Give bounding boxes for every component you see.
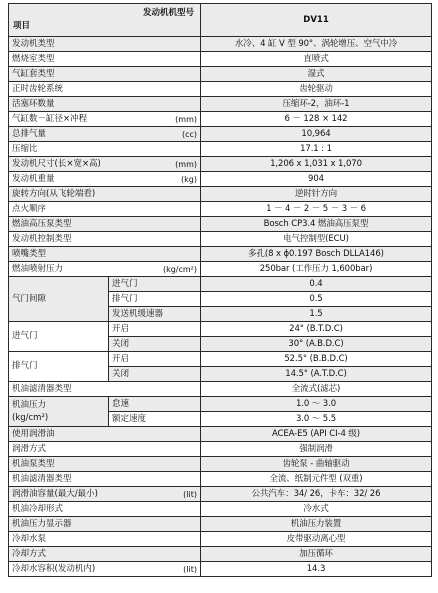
spec-value: ACEA-E5 (API CI-4 级)	[201, 427, 432, 442]
spec-label	[9, 112, 201, 127]
spec-label-text: 冷却方式	[12, 548, 47, 559]
exhaust_valve-value: 52.5° (B.B.D.C)	[201, 352, 432, 367]
spec-label-text: 点火顺序	[12, 203, 47, 214]
spec-value: 强制润滑	[201, 442, 432, 457]
valve_clearance-sub-label: 排气门	[109, 292, 201, 307]
table-row	[9, 37, 432, 52]
table-row	[9, 547, 432, 562]
spec-value: 6 － 128 × 142	[201, 112, 432, 127]
spec-label-text: 冷却水容积(发动机内)	[12, 563, 96, 574]
spec-label-text: 发动机尺寸(长×宽×高)	[12, 158, 101, 169]
exhaust_valve-sub-label: 关闭	[109, 367, 201, 382]
table-row	[9, 562, 432, 577]
table-row	[9, 67, 432, 82]
table-row	[9, 202, 432, 217]
spec-label	[9, 202, 201, 217]
spec-label-text: 发动机类型	[12, 38, 55, 49]
spec-label	[9, 127, 201, 142]
table-row	[9, 532, 432, 547]
spec-label	[9, 472, 201, 487]
spec-label	[9, 382, 201, 397]
table-row	[9, 187, 432, 202]
spec-label	[9, 247, 201, 262]
spec-value: 250bar (工作压力 1,600bar)	[201, 262, 432, 277]
oil_pressure-sub-label: 额定速度	[109, 412, 201, 427]
spec-label-text: 机油冷却形式	[12, 503, 64, 514]
spec-label	[9, 427, 201, 442]
spec-value: 电气控制型(ECU)	[201, 232, 432, 247]
spec-label-text: 总排气量	[12, 128, 47, 139]
spec-label	[9, 172, 201, 187]
spec-value: 逆时针方向	[201, 187, 432, 202]
spec-value: 压缩环-2，油环-1	[201, 97, 432, 112]
spec-unit: (kg)	[181, 174, 197, 184]
table-row	[9, 217, 432, 232]
table-row	[9, 247, 432, 262]
table-row	[9, 157, 432, 172]
spec-label-text: 旋转方向(从飞轮端看)	[12, 188, 96, 199]
spec-value: 湿式	[201, 67, 432, 82]
spec-label	[9, 547, 201, 562]
table-row	[9, 442, 432, 457]
group-label-line1: 机油压力	[12, 399, 47, 410]
group-label-text: 进气门	[12, 331, 38, 341]
table-row	[9, 142, 432, 157]
header-model-label: 发动机机型号	[142, 8, 194, 18]
spec-label-text: 使用润滑油	[12, 428, 55, 439]
table-row	[9, 427, 432, 442]
spec-label	[9, 502, 201, 517]
spec-label-text: 燃烧室类型	[12, 53, 55, 64]
spec-label-text: 活塞环数量	[12, 98, 55, 109]
oil_pressure-sub-label: 怠速	[109, 397, 201, 412]
spec-label-text: 气缸数－缸径×冲程	[12, 113, 88, 124]
table-row	[9, 397, 432, 412]
spec-label	[9, 457, 201, 472]
table-row	[9, 127, 432, 142]
spec-value: 17.1 : 1	[201, 142, 432, 157]
group-label-text: 气门间隙	[12, 293, 47, 304]
spec-label-text: 压缩比	[12, 143, 38, 154]
spec-label	[9, 487, 201, 502]
table-row	[9, 232, 432, 247]
spec-label-text: 发动机控制类型	[12, 233, 72, 244]
header-model-value: DV11	[201, 4, 432, 37]
spec-label-text: 气缸套类型	[12, 68, 55, 79]
spec-label	[9, 187, 201, 202]
spec-label	[9, 262, 201, 277]
intake_valve-value: 30° (A.B.D.C)	[201, 337, 432, 352]
spec-label-text: 机油滤清器类型	[12, 383, 72, 394]
spec-value: 齿轮驱动	[201, 82, 432, 97]
spec-label-text: 燃油高压泵类型	[12, 218, 72, 229]
spec-label	[9, 442, 201, 457]
oil_pressure-value: 1.0 ～ 3.0	[201, 397, 432, 412]
table-row	[9, 52, 432, 67]
spec-label-text: 机油泵类型	[12, 458, 55, 469]
spec-unit: (lit)	[183, 564, 197, 574]
spec-label-text: 燃油喷射压力	[12, 263, 64, 274]
table-row	[9, 487, 432, 502]
spec-label-text: 润滑方式	[12, 443, 47, 454]
spec-value: 加压循环	[201, 547, 432, 562]
spec-label-text: 正时齿轮系统	[12, 83, 64, 94]
valve_clearance-value: 0.4	[201, 277, 432, 292]
spec-value: 机油压力装置	[201, 517, 432, 532]
spec-label	[9, 517, 201, 532]
valve_clearance-sub-label: 发送机缓速器	[109, 307, 201, 322]
spec-value: 水冷、4 缸 V 型 90°、涡轮增压、空气中冷	[201, 37, 432, 52]
spec-table-body	[9, 4, 432, 577]
valve_clearance-sub-label: 进气门	[109, 277, 201, 292]
spec-value: 皮带驱动离心型	[201, 532, 432, 547]
spec-label	[9, 97, 201, 112]
spec-unit: (lit)	[183, 489, 197, 499]
spec-value: 10,964	[201, 127, 432, 142]
header-row	[9, 4, 432, 37]
spec-label	[9, 232, 201, 247]
spec-label-text: 润滑油容量(最大/最小)	[12, 488, 98, 499]
spec-value: 全流、纸制元件型 (双重)	[201, 472, 432, 487]
spec-value: 公共汽车：34/ 26，卡车：32/ 26	[201, 487, 432, 502]
table-row	[9, 172, 432, 187]
engine-spec-table	[8, 3, 432, 577]
table-row	[9, 97, 432, 112]
table-row	[9, 457, 432, 472]
spec-label	[9, 562, 201, 577]
spec-label	[9, 217, 201, 232]
group-label-line2: (kg/cm²)	[12, 412, 49, 423]
spec-value: 多孔(8 x ϕ0.197 Bosch DLLA146)	[201, 247, 432, 262]
header-label-cell	[9, 4, 201, 37]
table-row	[9, 322, 432, 337]
table-row	[9, 277, 432, 292]
valve_clearance-value: 0.5	[201, 292, 432, 307]
valve_clearance-value: 1.5	[201, 307, 432, 322]
spec-label-text: 机油压力显示器	[12, 518, 72, 529]
spec-value: 直喷式	[201, 52, 432, 67]
spec-value: 14.3	[201, 562, 432, 577]
spec-unit: (mm)	[175, 159, 197, 169]
intake_valve-value: 24° (B.T.D.C)	[201, 322, 432, 337]
group-label-text: 排气门	[12, 361, 38, 371]
oil_pressure-group-label	[9, 397, 109, 427]
oil_pressure-value: 3.0 ～ 5.5	[201, 412, 432, 427]
table-row	[9, 502, 432, 517]
spec-unit: (cc)	[181, 129, 197, 139]
table-row	[9, 472, 432, 487]
spec-label	[9, 52, 201, 67]
table-row	[9, 382, 432, 397]
spec-value: 齿轮泵 - 曲轴驱动	[201, 457, 432, 472]
spec-unit: (kg/cm²)	[162, 264, 197, 274]
spec-label	[9, 532, 201, 547]
table-row	[9, 82, 432, 97]
spec-value: 冷水式	[201, 502, 432, 517]
spec-label	[9, 142, 201, 157]
exhaust_valve-group-label	[9, 352, 109, 382]
table-row	[9, 112, 432, 127]
table-row	[9, 352, 432, 367]
spec-value: 全流式(滤芯)	[201, 382, 432, 397]
spec-value: 1,206 x 1,031 x 1,070	[201, 157, 432, 172]
intake_valve-sub-label: 关闭	[109, 337, 201, 352]
spec-label-text: 冷却水泵	[12, 533, 47, 544]
spec-value: Bosch CP3.4 燃油高压泵型	[201, 217, 432, 232]
spec-label-text: 发动机重量	[12, 173, 55, 184]
spec-unit: (mm)	[175, 114, 197, 124]
exhaust_valve-sub-label: 开启	[109, 352, 201, 367]
valve_clearance-group-label	[9, 277, 109, 322]
intake_valve-sub-label: 开启	[109, 322, 201, 337]
header-item-label: 项目	[13, 21, 31, 31]
spec-label	[9, 157, 201, 172]
spec-label-text: 喷嘴类型	[12, 248, 47, 259]
intake_valve-group-label	[9, 322, 109, 352]
spec-label	[9, 37, 201, 52]
spec-value: 904	[201, 172, 432, 187]
table-row	[9, 517, 432, 532]
table-row	[9, 262, 432, 277]
spec-label	[9, 67, 201, 82]
spec-label-text: 机油滤清器类型	[12, 473, 72, 484]
spec-value: 1 － 4 － 2 － 5 － 3 － 6	[201, 202, 432, 217]
spec-label	[9, 82, 201, 97]
exhaust_valve-value: 14.5° (A.T.D.C)	[201, 367, 432, 382]
